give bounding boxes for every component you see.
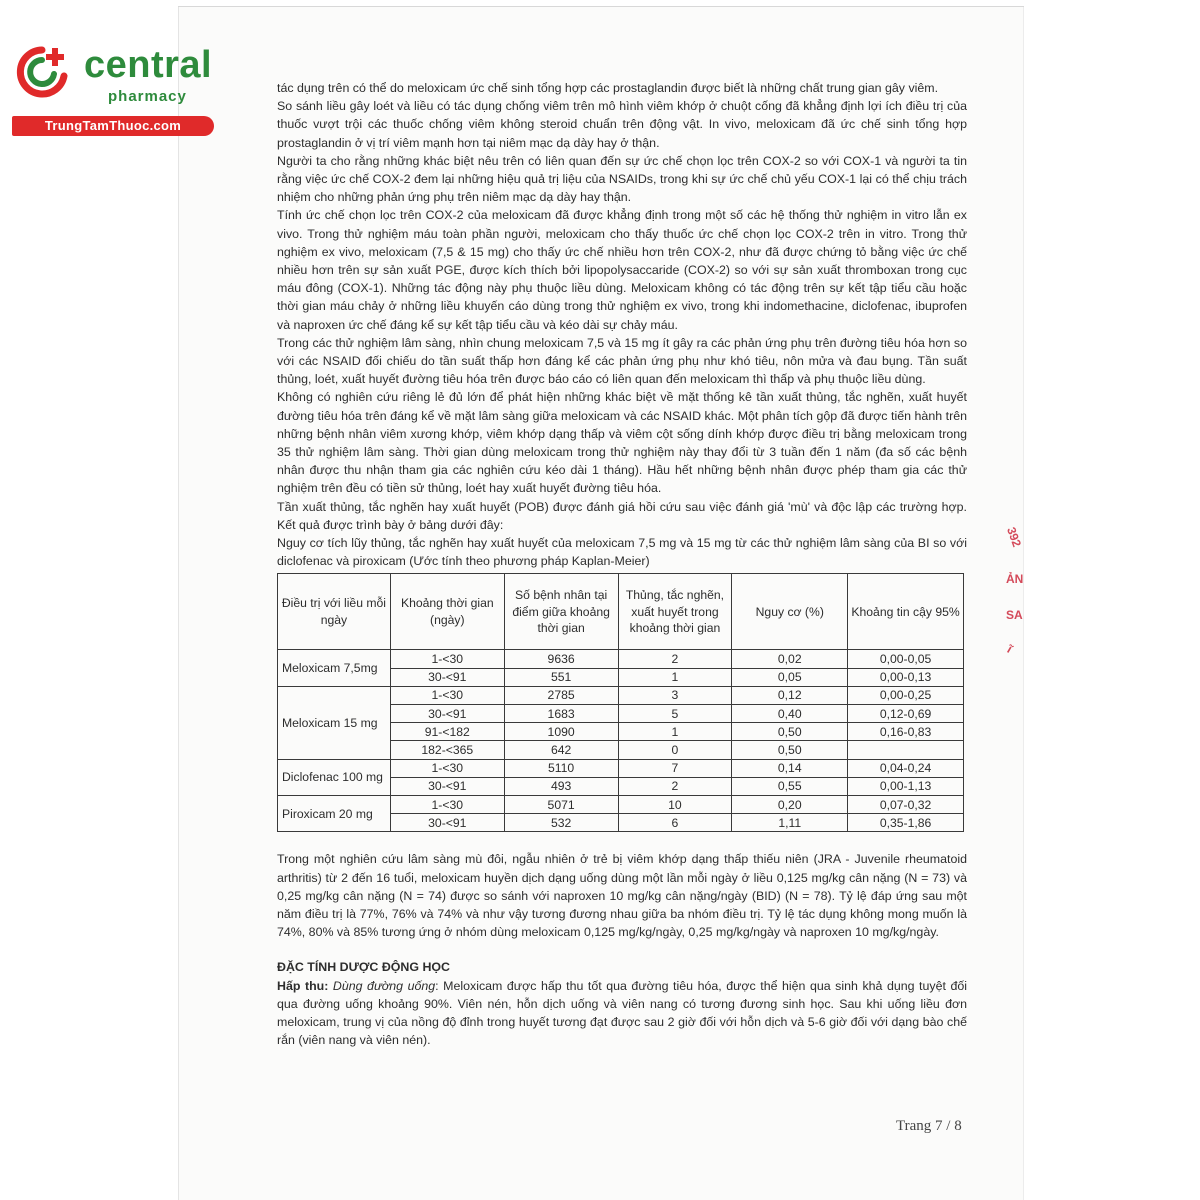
cell-patients: 5110 xyxy=(504,759,618,777)
table-row xyxy=(278,795,964,813)
cell-interval: 1-<30 xyxy=(390,686,504,704)
stamp-text-2: ẢN xyxy=(1006,572,1024,586)
paragraph: tác dụng trên có thể do meloxicam ức chế sinh tổng hợp các prostaglandin được biết là những chất trung gian gây viêm. xyxy=(277,81,939,95)
cell-interval: 1-<30 xyxy=(390,759,504,777)
table-row xyxy=(278,686,964,704)
page-top-edge xyxy=(178,6,1024,7)
stamp-text-4: ĩ xyxy=(1004,642,1015,656)
stamp-text-1: 392 xyxy=(1004,525,1025,549)
header-risk: Nguy cơ (%) xyxy=(732,574,848,650)
group-label: Piroxicam 20 mg xyxy=(278,795,391,831)
cell-ci: 0,12-0,69 xyxy=(848,705,964,723)
group-label: Meloxicam 15 mg xyxy=(278,686,391,759)
cell-interval: 30-<91 xyxy=(390,705,504,723)
cell-events: 2 xyxy=(618,650,732,668)
cell-patients: 2785 xyxy=(504,686,618,704)
table-row xyxy=(278,759,964,777)
absorption-text: : Meloxicam được hấp thu tốt qua đường tiêu hóa, được thể hiện qua sinh khả dụng tuyệt đối qua đường uống khoảng 90%. Viên nén, hỗn dịch uống và viên nang có tương đương sinh học. Sau khi uống liều đơn meloxicam, trung vị của nồng độ đỉnh trong huyết tương đạt được sau 2 giờ đối với hỗn dịch và 5-6 giờ đối với dạng bào chế rắn (viên nang và viên nén). xyxy=(277,978,967,1048)
header-treatment: Điều trị với liều mỗi ngày xyxy=(278,574,391,650)
cell-risk: 0,20 xyxy=(732,795,848,813)
paragraph: Trong các thử nghiệm lâm sàng, nhìn chung meloxicam 7,5 và 15 mg ít gây ra các phản ứng phụ trên đường tiêu hóa hơn so với các NSAID đối chiếu do tần suất thấp hơn đáng kể các phản ứng phụ như khó tiêu, nôn mửa và đau bụng. Tần suất thủng, loét, xuất huyết đường tiêu hóa trên được báo cáo có liên quan đến meloxicam thì thấp và phụ thuộc liều dùng. xyxy=(277,335,967,387)
header-ci: Khoảng tin cậy 95% xyxy=(848,574,964,650)
cell-risk: 0,50 xyxy=(732,723,848,741)
cell-ci: 0,00-0,25 xyxy=(848,686,964,704)
cell-ci: 0,00-1,13 xyxy=(848,777,964,795)
cell-events: 6 xyxy=(618,814,732,832)
cell-risk: 0,02 xyxy=(732,650,848,668)
cell-interval: 1-<30 xyxy=(390,650,504,668)
header-interval: Khoảng thời gian (ngày) xyxy=(390,574,504,650)
cell-patients: 5071 xyxy=(504,795,618,813)
absorption-route: Dùng đường uống xyxy=(332,978,436,993)
table-header-row xyxy=(278,574,964,650)
cell-patients: 642 xyxy=(504,741,618,759)
cell-ci: 0,35-1,86 xyxy=(848,814,964,832)
paragraph: Người ta cho rằng những khác biệt nêu trên có liên quan đến sự ức chế chọn lọc trên COX-2 so với COX-1 và người ta tin rằng việc ức chế COX-2 đem lại những hiệu quả trị liệu của NSAIDs, trong khi sự ức chế chủ yếu COX-1 lại có thể chịu trách nhiệm cho những phản ứng phụ trên niêm mạc dạ dày hay thận. xyxy=(277,153,967,205)
cell-interval: 30-<91 xyxy=(390,814,504,832)
paragraph: Trong một nghiên cứu lâm sàng mù đôi, ngẫu nhiên ở trẻ bị viêm khớp dạng thấp thiếu niên (JRA - Juvenile rheumatoid arthritis) từ 2 đến 16 tuổi, meloxicam huyền dịch dạng uống dùng một lần mỗi ngày ở liều 0,125 mg/kg cân nặng (N = 73) và 0,25 mg/kg cân nặng (N = 74) được so sánh với naproxen 10 mg/kg cân nặng/ngày (BID) (N = 78). Tỷ lệ đáp ứng sau một năm điều trị là 77%, 76% và 74% và như vậy tương đương nhau giữa ba nhóm điều trị. Tỷ lệ tác dụng không mong muốn là 74%, 80% và 85% tương ứng ở nhóm dùng meloxicam 0,125 mg/kg/ngày, 0,25 mg/kg/ngày và naproxen 10 mg/kg/ngày. xyxy=(277,852,967,940)
page-number: Trang 7 / 8 xyxy=(896,1118,962,1134)
cell-risk: 0,14 xyxy=(732,759,848,777)
cell-patients: 551 xyxy=(504,668,618,686)
cell-risk: 1,11 xyxy=(732,814,848,832)
cell-ci: 0,04-0,24 xyxy=(848,759,964,777)
paragraph-absorption xyxy=(277,977,967,1050)
cell-risk: 0,55 xyxy=(732,777,848,795)
section-heading: ĐẶC TÍNH DƯỢC ĐỘNG HỌC xyxy=(277,960,450,975)
cell-risk: 0,50 xyxy=(732,741,848,759)
cell-events: 1 xyxy=(618,668,732,686)
logo-brand-text: central xyxy=(84,44,213,86)
document-body xyxy=(277,79,967,1049)
cell-events: 3 xyxy=(618,686,732,704)
pharmacy-cross-logo-icon xyxy=(12,42,72,102)
central-pharmacy-logo[interactable] xyxy=(8,36,218,136)
table-caption: Nguy cơ tích lũy thủng, tắc nghẽn hay xuất huyết của meloxicam 7,5 mg và 15 mg từ các thử nghiệm lâm sàng của BI so với diclofenac và piroxicam (Ước tính theo phương pháp Kaplan-Meier) xyxy=(277,536,967,569)
group-label: Meloxicam 7,5mg xyxy=(278,650,391,686)
cell-interval: 30-<91 xyxy=(390,777,504,795)
cell-events: 2 xyxy=(618,777,732,795)
cell-patients: 9636 xyxy=(504,650,618,668)
cell-patients: 1683 xyxy=(504,705,618,723)
paragraph: Tần xuất thủng, tắc nghẽn hay xuất huyết (POB) được đánh giá hồi cứu sau việc đánh giá 'mù' và độc lập các trường hợp. Kết quả được trình bày ở bảng dưới đây: xyxy=(277,499,967,532)
red-stamp-fragment xyxy=(998,520,1028,670)
cell-ci: 0,16-0,83 xyxy=(848,723,964,741)
logo-website-band: TrungTamThuoc.com xyxy=(12,116,214,136)
cell-ci: 0,00-0,13 xyxy=(848,668,964,686)
cell-patients: 1090 xyxy=(504,723,618,741)
cell-ci: 0,00-0,05 xyxy=(848,650,964,668)
header-patients: Số bệnh nhân tại điểm giữa khoảng thời gian xyxy=(504,574,618,650)
cell-events: 1 xyxy=(618,723,732,741)
cell-interval: 182-<365 xyxy=(390,741,504,759)
paragraph: So sánh liều gây loét và liều có tác dụng chống viêm trên mô hình viêm khớp ở chuột cống đã khẳng định lợi ích điều trị của thuốc vượt trội các thuốc chống viêm không steroid chuẩn trên động vật. In vivo, meloxicam đã ức chế sinh tổng hợp prostaglandin ở vị trí viêm mạnh hơn tại niêm mạc dạ dày hay ở thận. xyxy=(277,99,967,150)
cell-risk: 0,40 xyxy=(732,705,848,723)
cell-events: 0 xyxy=(618,741,732,759)
cell-risk: 0,12 xyxy=(732,686,848,704)
cell-patients: 493 xyxy=(504,777,618,795)
cell-interval: 30-<91 xyxy=(390,668,504,686)
cell-events: 7 xyxy=(618,759,732,777)
cell-events: 5 xyxy=(618,705,732,723)
cell-interval: 1-<30 xyxy=(390,795,504,813)
cell-interval: 91-<182 xyxy=(390,723,504,741)
cell-patients: 532 xyxy=(504,814,618,832)
paragraph: Tính ức chế chọn lọc trên COX-2 của meloxicam đã được khẳng định trong một số các hệ thống thử nghiệm in vitro lẫn ex vivo. Trong thử nghiệm máu toàn phần người, meloxicam cho thấy thuốc ức chế chọn lọc COX-2 trên in vitro. Trong thử nghiệm ex vivo, meloxicam (7,5 & 15 mg) cho thấy ức chế nhiều hơn trên COX-2, như đã được chứng tỏ bằng việc ức chế nhiều hơn trên sự sản xuất PGE, được kích thích bởi lipopolysaccaride (COX-2) so với sự sản xuất thromboxan trong cục máu đông (COX-1). Những tác động này phụ thuộc liều dùng. Meloxicam không có tác động trên sự kết tập tiểu cầu hoặc thời gian máu chảy ở những liều khuyến cáo dùng trong thử nghiệm ex vivo, trong khi indomethacine, diclofenac, ibuprofen và naproxen ức chế đáng kể sự kết tập tiểu cầu và kéo dài sự chảy máu. xyxy=(277,208,967,332)
logo-sub-text: pharmacy xyxy=(108,88,187,105)
header-events: Thủng, tắc nghẽn, xuất huyết trong khoảng thời gian xyxy=(618,574,732,650)
cell-risk: 0,05 xyxy=(732,668,848,686)
cell-ci xyxy=(848,741,964,759)
stamp-text-3: SA xyxy=(1006,608,1023,622)
risk-table xyxy=(277,573,964,832)
table-row xyxy=(278,650,964,668)
absorption-label: Hấp thu: xyxy=(277,978,329,993)
cell-events: 10 xyxy=(618,795,732,813)
group-label: Diclofenac 100 mg xyxy=(278,759,391,795)
paragraph: Không có nghiên cứu riêng lẻ đủ lớn để phát hiện những khác biệt về mặt thống kê tần xuất thủng, tắc nghẽn, xuất huyết đường tiêu hóa trên đáng kể về mặt lâm sàng giữa meloxicam và các NSAID khác. Một phân tích gộp đã được tiến hành trên những bệnh nhân viêm xương khớp, viêm khớp dạng thấp và viêm cột sống dính khớp được điều trị bằng meloxicam trong 35 thử nghiệm lâm sàng. Thời gian dùng meloxicam trong thử nghiệm này thay đổi từ 3 tuần đến 1 năm (đa số các bệnh nhân được thu nhận tham gia các nghiên cứu kéo dài 1 tháng). Hầu hết những bệnh nhân được phép tham gia các thử nghiệm trên đều có tiền sử thủng, loét hay xuất huyết đường tiêu hóa. xyxy=(277,390,967,496)
cell-ci: 0,07-0,32 xyxy=(848,795,964,813)
